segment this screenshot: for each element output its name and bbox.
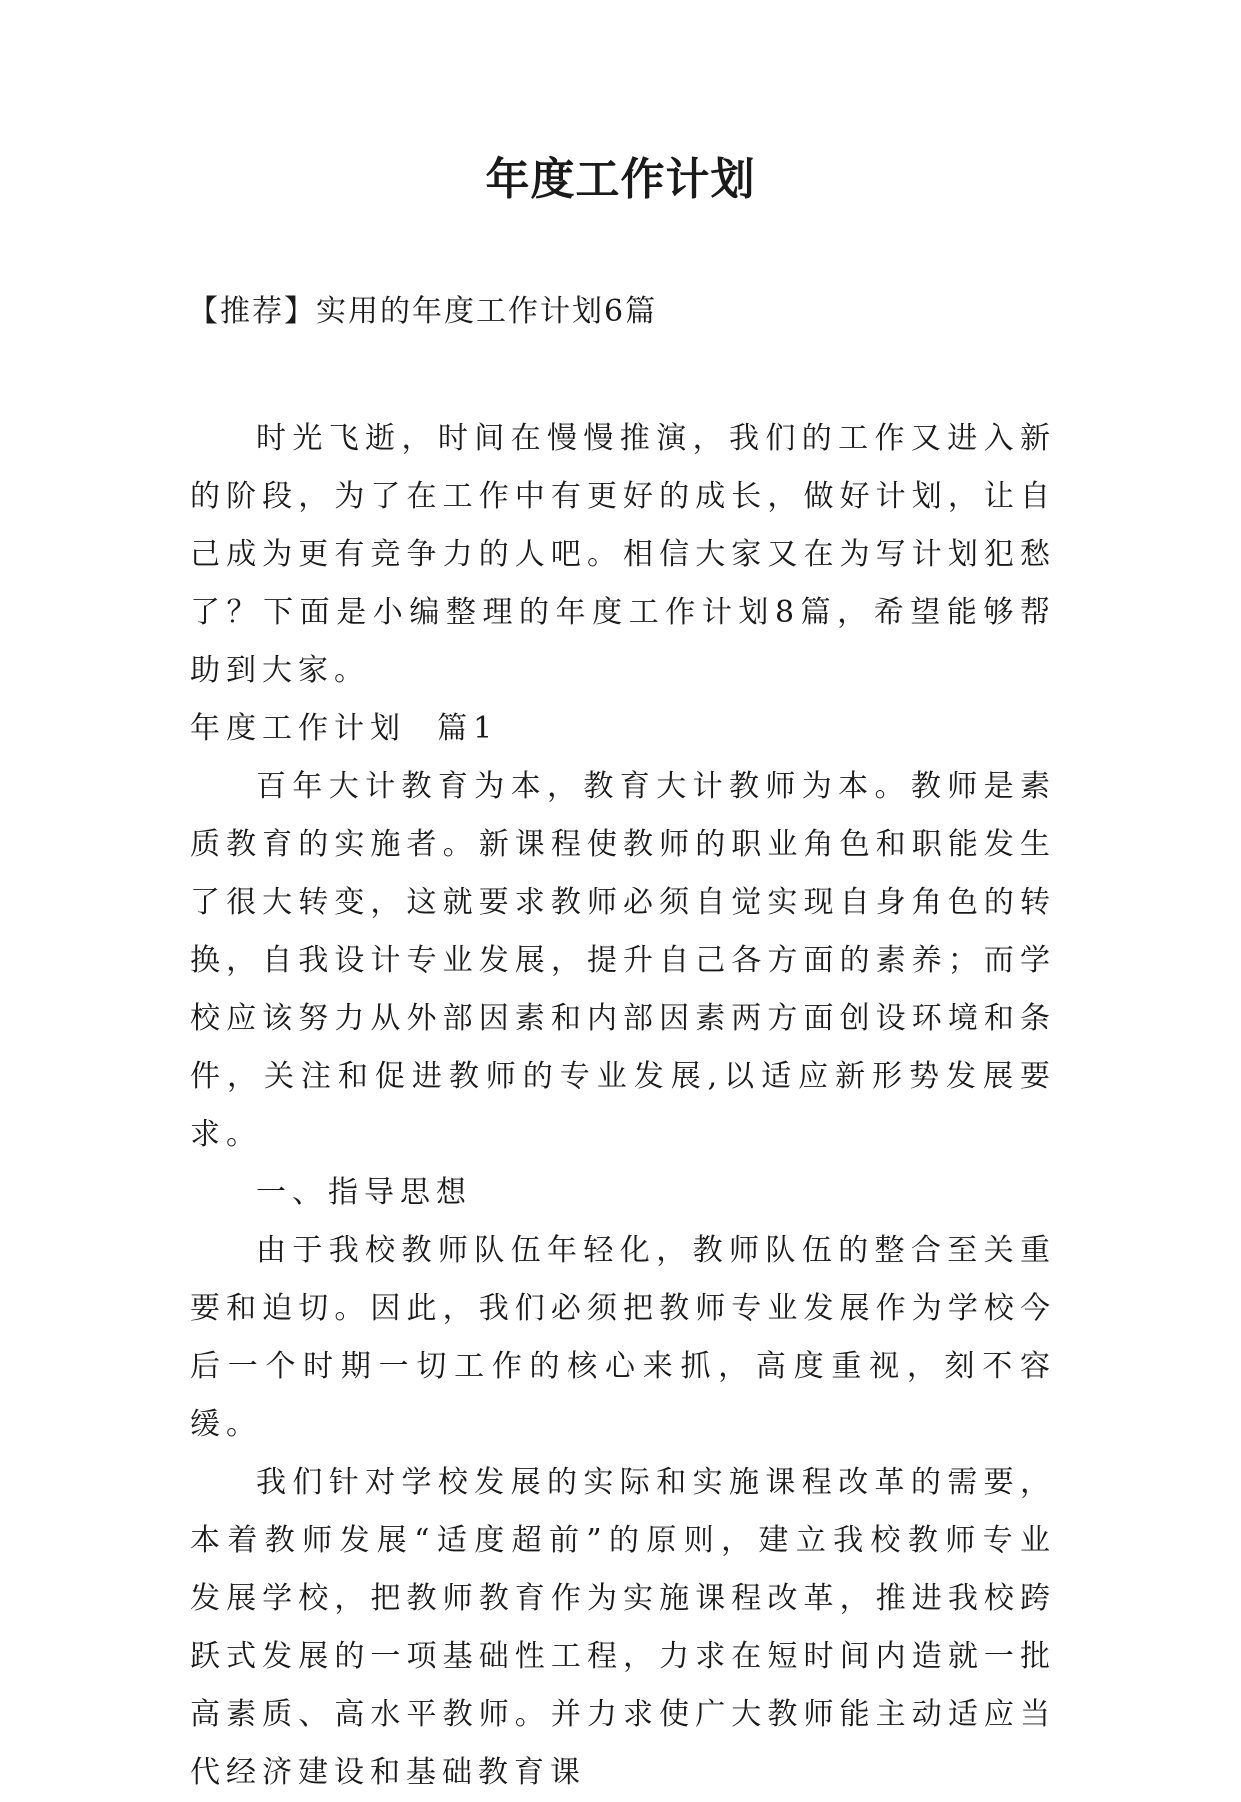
document-body (190, 410, 1056, 1802)
body-paragraph: 由于我校教师队伍年轻化，教师队伍的整合至关重要和迫切。因此，我们必须把教师专业发展作为学校今后一个时期一切工作的核心来抓，高度重视，刻不容缓。 (190, 1233, 1056, 1442)
body-paragraph: 百年大计教育为本，教育大计教师为本。教师是素质教育的实施者。新课程使教师的职业角色和职能发生了很大转变，这就要求教师必须自觉实现自身角色的转换，自我设计专业发展，提升自己各方面的素养；而学校应该努力从外部因素和内部因素两方面创设环境和条件，关注和促进教师的专业发展,以适应新形势发展要求。 (190, 769, 1056, 1152)
document-title: 年度工作计划 (485, 154, 756, 205)
body-paragraph: 我们针对学校发展的实际和实施课程改革的需要，本着教师发展“适度超前”的原则，建立我校教师专业发展学校，把教师教育作为实施课程改革，推进我校跨跃式发展的一项基础性工程，力求在短时间内造就一批高素质、高水平教师。并力求使广大教师能主动适应当代经济建设和基础教育课 (190, 1465, 1056, 1790)
section-heading: 年度工作计划 篇1 (190, 711, 499, 746)
subsection-heading: 一、指导思想 (256, 1175, 472, 1210)
intro-paragraph: 时光飞逝，时间在慢慢推演，我们的工作又进入新的阶段，为了在工作中有更好的成长，做好计划，让自己成为更有竞争力的人吧。相信大家又在为写计划犯愁了？下面是小编整理的年度工作计划8篇，希望能够帮助到大家。 (190, 421, 1056, 688)
document-subtitle: 【推荐】实用的年度工作计划6篇 (188, 294, 658, 329)
